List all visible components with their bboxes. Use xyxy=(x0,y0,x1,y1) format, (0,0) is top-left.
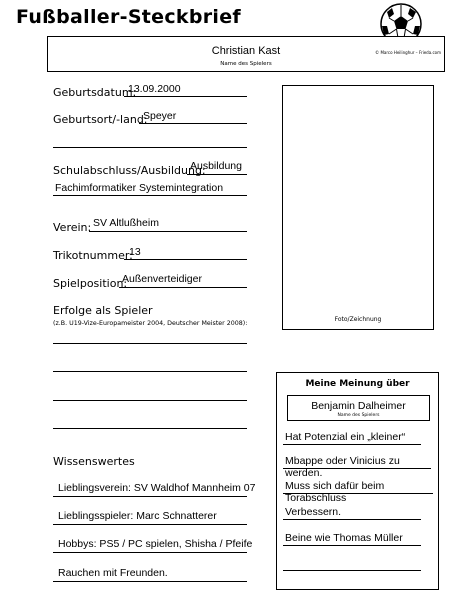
geburtsdatum-label: Geburtsdatum: xyxy=(53,86,137,99)
wissenswertes-line-2[interactable]: Lieblingsspieler: Marc Schnatterer xyxy=(58,510,217,522)
erfolge-label: Erfolge als Spieler xyxy=(53,304,153,317)
opinion-rule-2 xyxy=(283,468,431,469)
wissenswertes-heading: Wissenswertes xyxy=(53,455,135,468)
geburtsort-line xyxy=(139,123,247,124)
verein-label: Verein: xyxy=(53,221,92,234)
opinion-box xyxy=(276,372,439,590)
photo-box[interactable] xyxy=(282,85,434,330)
geburtsdatum-line xyxy=(124,96,247,97)
verein-line xyxy=(89,231,247,232)
opinion-rule-4 xyxy=(283,519,421,520)
opinion-line-2[interactable]: Mbappe oder Vinicius zu werden. xyxy=(285,455,400,479)
wissenswertes-line-4[interactable]: Rauchen mit Freunden. xyxy=(58,567,168,579)
wissenswertes-rule-4 xyxy=(53,581,247,582)
photo-caption: Foto/Zeichnung xyxy=(334,316,382,323)
wissenswertes-line-3[interactable]: Hobbys: PS5 / PC spielen, Shisha / Pfeife xyxy=(58,538,253,550)
erfolge-line-4[interactable] xyxy=(53,428,247,429)
player-name-caption: Name des Spielers xyxy=(220,61,272,67)
wissenswertes-rule-3 xyxy=(53,552,247,553)
wissenswertes-rule-2 xyxy=(53,524,247,525)
opinion-name-caption: Name des Spielers xyxy=(337,413,380,418)
spielposition-label: Spielposition: xyxy=(53,277,128,290)
wissenswertes-line-1[interactable]: Lieblingsverein: SV Waldhof Mannheim 07 xyxy=(58,482,256,494)
erfolge-line-1[interactable] xyxy=(53,343,247,344)
opinion-line-3[interactable]: Muss sich dafür beim Torabschluss xyxy=(285,480,385,504)
trikotnummer-line xyxy=(124,259,247,260)
opinion-title: Meine Meinung über xyxy=(305,379,410,389)
geburtsort-line-2 xyxy=(53,147,247,148)
opinion-line-1[interactable]: Hat Potenzial ein „kleiner“ xyxy=(285,431,406,443)
erfolge-line-3[interactable] xyxy=(53,400,247,401)
opinion-line-5[interactable]: Beine wie Thomas Müller xyxy=(285,532,403,544)
player-name-field[interactable]: Christian Kast xyxy=(211,45,281,57)
schulabschluss-line xyxy=(187,174,247,175)
page-title: Fußballer-Steckbrief xyxy=(16,6,242,28)
wissenswertes-rule-1 xyxy=(53,496,247,497)
spielposition-field[interactable]: Außenverteidiger xyxy=(122,273,202,285)
trikotnummer-label: Trikotnummer: xyxy=(53,249,133,262)
opinion-rule-5 xyxy=(283,545,421,546)
schulabschluss-field[interactable]: Ausbildung xyxy=(190,160,242,172)
copyright-text: © Marco Heilinghur – Frieda.com xyxy=(375,50,441,55)
opinion-rule-3 xyxy=(283,493,433,494)
trikotnummer-field[interactable]: 13 xyxy=(129,246,141,258)
erfolge-line-2[interactable] xyxy=(53,371,247,372)
erfolge-note: (z.B. U19-Vize-Europameister 2004, Deutscher Meister 2008): xyxy=(53,320,248,327)
schulabschluss-line-2 xyxy=(53,195,247,196)
opinion-line-4[interactable]: Verbessern. xyxy=(285,506,342,518)
verein-field[interactable]: SV Altlußheim xyxy=(93,217,159,229)
schulabschluss-label: Schulabschluss/Ausbildung: xyxy=(53,164,206,177)
opinion-name-box xyxy=(287,395,430,421)
schulabschluss-field-2[interactable]: Fachimformatiker Systemintegration xyxy=(55,182,224,194)
geburtsdatum-field[interactable]: 13.09.2000 xyxy=(128,83,181,95)
spielposition-line xyxy=(119,287,247,288)
opinion-name-field[interactable]: Benjamin Dalheimer xyxy=(311,400,406,412)
opinion-rule-1 xyxy=(283,444,421,445)
opinion-rule-6[interactable] xyxy=(283,570,421,571)
geburtsort-field[interactable]: Speyer xyxy=(143,110,177,122)
geburtsort-label: Geburtsort/-land: xyxy=(53,113,148,126)
